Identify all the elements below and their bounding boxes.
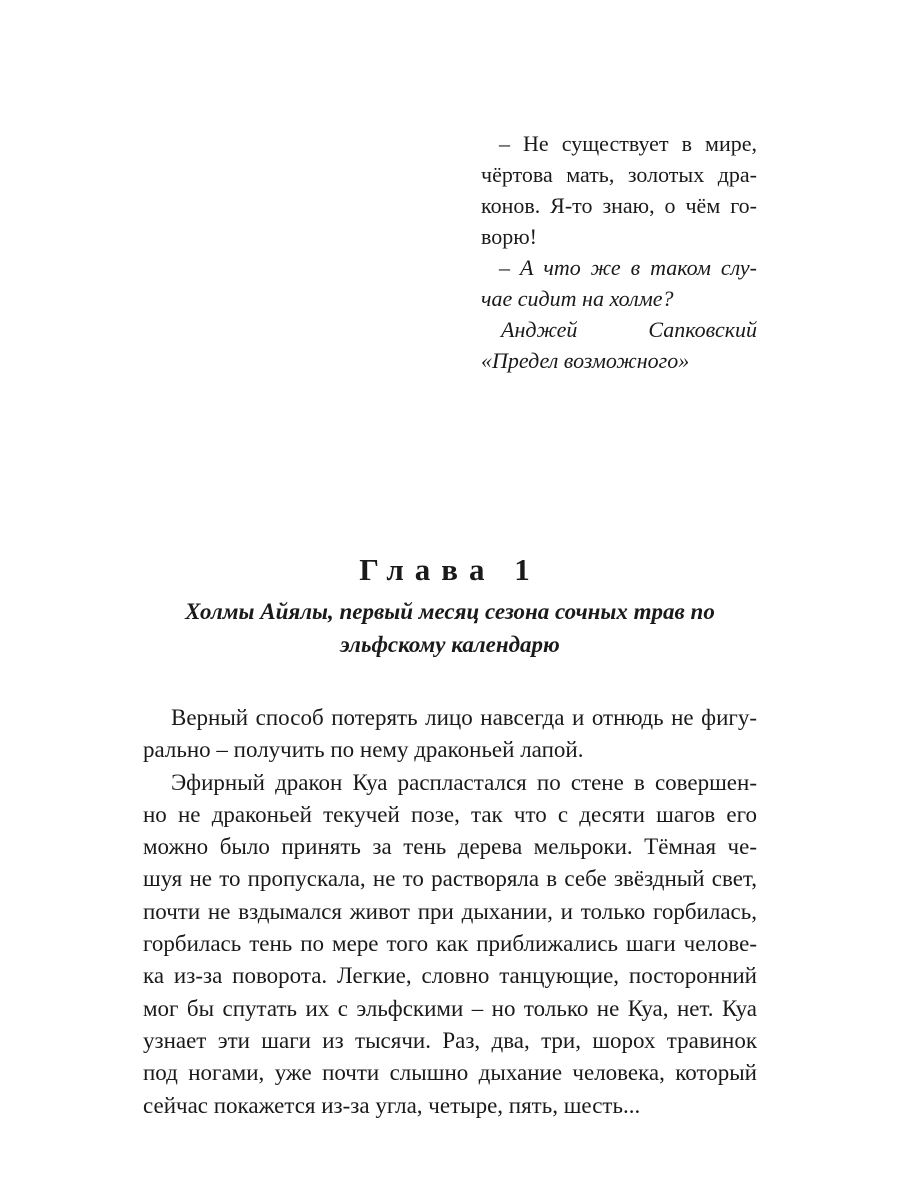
- chapter-subtitle-line: Холмы Айялы, первый месяц сезона сочных трав по: [185, 599, 715, 624]
- body-line: почти не вздымался живот при дыхании, и только горбилась,: [143, 898, 757, 924]
- body-line: сейчас покажется из-за угла, четыре, пять, шесть...: [143, 1092, 641, 1118]
- epigraph-source: «Предел возможного»: [481, 348, 690, 373]
- body-line: Эфирный дракон Куа распластался по стене в совершен-: [171, 769, 757, 795]
- body-line: рально – получить по нему драконьей лапой.: [143, 737, 584, 763]
- body-text: [143, 702, 757, 1122]
- body-line: но не драконьей текучей позе, так что с десяти шагов его: [143, 801, 757, 827]
- body-line: ка из-за поворота. Легкие, словно танцующие, посторонний: [143, 963, 757, 989]
- body-line: шуя не то пропускала, не то растворяла в себе звёздный свет,: [143, 866, 757, 892]
- epigraph-line: – А что же в таком слу-: [499, 255, 757, 280]
- epigraph-line: – Не существует в мире,: [499, 131, 757, 156]
- body-line: узнает эти шаги из тысячи. Раз, два, три, шорох травинок: [143, 1027, 757, 1053]
- epigraph-line: чёртова мать, золотых дра-: [481, 162, 757, 187]
- body-line: можно было принять за тень дерева мельроки. Тёмная че-: [143, 834, 757, 860]
- body-line: мог бы спутать их с эльфскими – но только не Куа, нет. Куа: [143, 995, 757, 1021]
- body-line: под ногами, уже почти слышно дыхание человека, который: [143, 1060, 757, 1086]
- chapter-title: Глава 1: [359, 552, 541, 587]
- body-line: Верный способ потерять лицо навсегда и отнюдь не фигу-: [171, 705, 757, 730]
- epigraph: [481, 128, 757, 376]
- chapter-subtitle: [100, 595, 800, 661]
- epigraph-line: чае сидит на холме?: [481, 286, 674, 311]
- epigraph-line: конов. Я-то знаю, о чём го-: [481, 193, 757, 218]
- epigraph-author: Анджей Сапковский: [501, 317, 757, 342]
- body-line: горбилась тень по мере того как приближались шаги челове-: [143, 931, 757, 957]
- chapter-subtitle-line: эльфскому календарю: [340, 632, 560, 657]
- epigraph-line: ворю!: [481, 224, 537, 249]
